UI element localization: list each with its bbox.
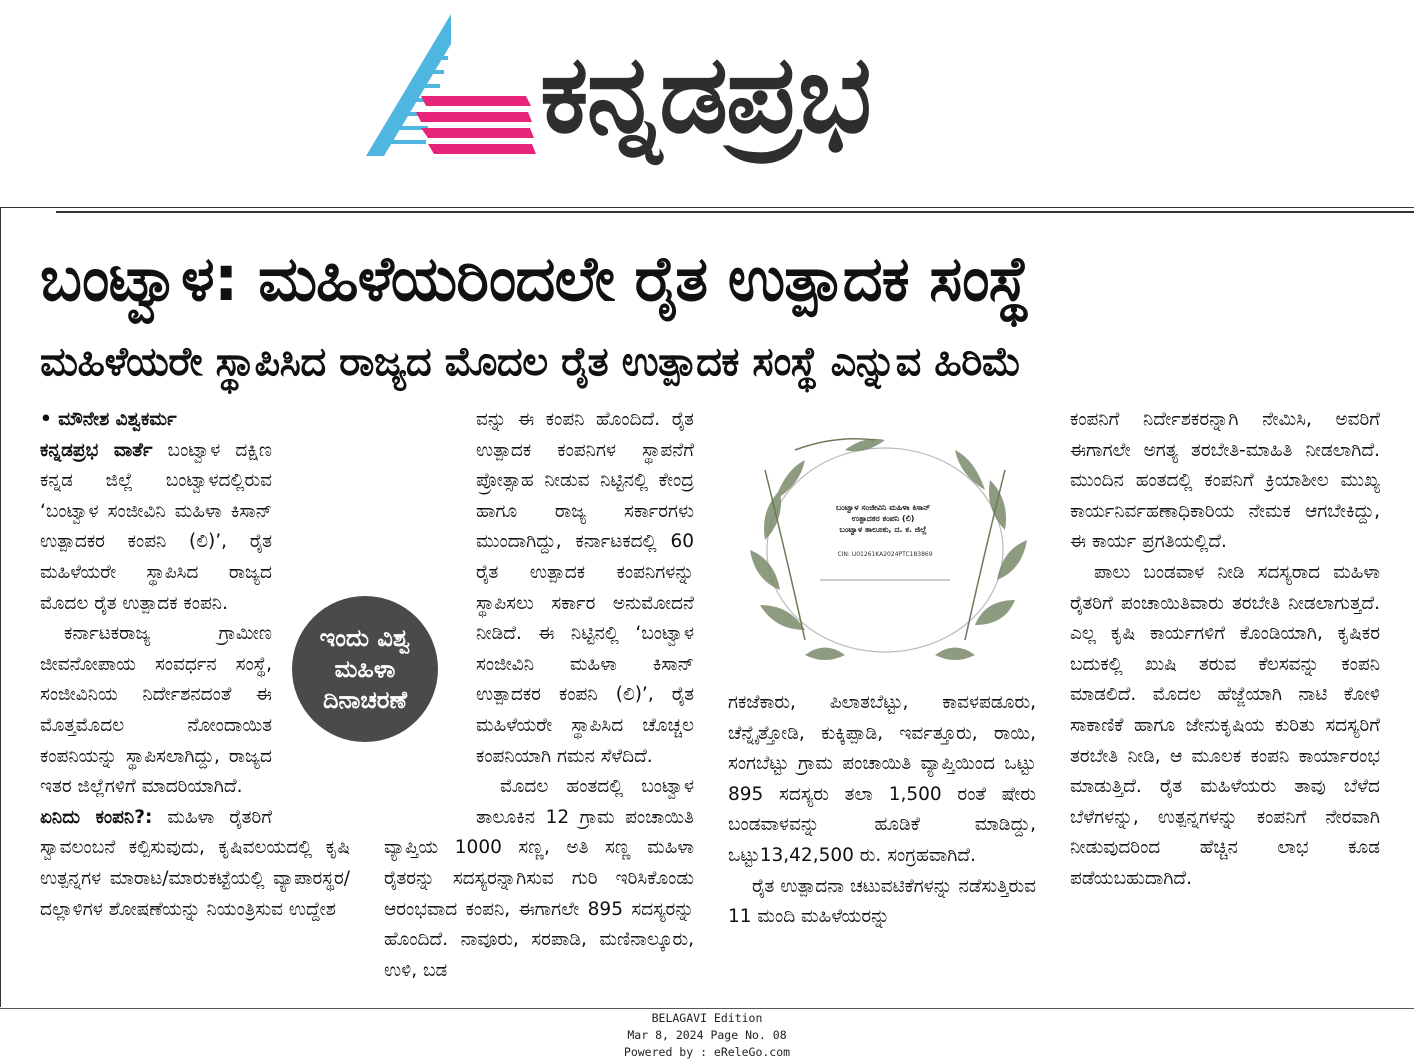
- seal-line: ಉತ್ಪಾದಕರ ಕಂಪನಿ (ಲಿ): [851, 514, 915, 523]
- company-seal-text: [808, 502, 958, 535]
- paragraph: ಕರ್ನಾಟಕರಾಜ್ಯ ಗ್ರಾಮೀಣ ಜೀವನೋಪಾಯ ಸಂವರ್ಧನ ಸಂಸ್ಥೆ, ಸಂಜೀವಿನಿಯ ನಿರ್ದೇಶನದಂತೆ ಈ ಮೊತ್ತಮೊದಲ ನೋಂದಾಯಿತ ಕಂಪನಿಯನ್ನು ಸ್ಥಾಪಿಸಲಾಗಿದ್ದು, ರಾಜ್ಯದ ಇತರ ಜಿಲ್ಲೆಗಳಿಗೆ ಮಾದರಿಯಾಗಿದೆ.: [40, 623, 272, 798]
- date-page-label: Mar 8, 2024 Page No. 08: [627, 1027, 787, 1042]
- masthead-title: ಕನ್ನಡಪ್ರಭ: [540, 32, 870, 157]
- page-footer: [0, 1010, 1414, 1060]
- masthead: [0, 0, 1414, 210]
- dateline: ಬಂಟ್ವಾಳ: [167, 439, 221, 461]
- paragraph: ಮಹಿಳಾ ರೈತರಿಗೆ ಸ್ವಾವಲಂಬನೆ ಕಲ್ಪಿಸುವುದು, ಕೃಷಿವಲಯದಲ್ಲಿ ಕೃಷಿ ಉತ್ಪನ್ನಗಳ ಮಾರಾಟ/ಮಾರುಕಟ್ಟೆಯಲ್ಲಿ ವ್ಯಾಪಾರಸ್ಥರ/ ದಲ್ಲಾಳಿಗಳ ಶೋಷಣೆಯನ್ನು ನಿಯಂತ್ರಿಸುವ ಉದ್ದೇಶ: [40, 806, 350, 920]
- company-cin: CIN: U01261KA2024PTC183869: [837, 551, 933, 558]
- paragraph: ರೈತ ಉತ್ಪಾದನಾ ಚಟುವಟಿಕೆಗಳನ್ನು ನಡೆಸುತ್ತಿರುವ 11 ಮಂದಿ ಮಹಿಳೆಯರನ್ನು: [728, 875, 1036, 928]
- article-column-3: [728, 688, 1036, 988]
- left-page-border: [0, 207, 1, 1007]
- seal-line: ಬಂಟ್ವಾಳ ತಾಲೂಕು, ದ. ಕ. ಜಿಲ್ಲೆ: [839, 525, 927, 534]
- paragraph: ವನ್ನು ಈ ಕಂಪನಿ ಹೊಂದಿದೆ. ರೈತ ಉತ್ಪಾದಕ ಕಂಪನಿಗಳ ಸ್ಥಾಪನೆಗೆ ಪ್ರೋತ್ಸಾಹ ನೀಡುವ ನಿಟ್ಟಿನಲ್ಲಿ ಕೇಂದ್ರ ಹಾಗೂ ರಾಜ್ಯ ಸರ್ಕಾರಗಳು ಮುಂದಾಗಿದ್ದು, ಕರ್ನಾಟಕದಲ್ಲಿ 60 ರೈತ ಉತ್ಪಾದಕ ಕಂಪನಿಗಳನ್ನು ಸ್ಥಾಪಿಸಲು ಸರ್ಕಾರ ಅನುಮೋದನೆ ನೀಡಿದೆ. ಈ ನಿಟ್ಟಿನಲ್ಲಿ ‘ಬಂಟ್ವಾಳ ಸಂಜೀವಿನಿ ಮಹಿಳಾ ಕಿಸಾನ್ ಉತ್ಪಾದಕರ ಕಂಪನಿ (ಲಿ)’, ರೈತ ಮಹಿಳೆಯರೇ ಸ್ಥಾಪಿಸಿದ ಚೊಚ್ಚಲ ಕಂಪನಿಯಾಗಿ ಗಮನ ಸೆಳೆದಿದೆ.: [476, 409, 694, 767]
- article-column-4: [1070, 405, 1380, 995]
- badge-line: ದಿನಾಚರಣೆ: [323, 685, 407, 714]
- edition-label: BELAGAVI Edition: [651, 1011, 763, 1025]
- paragraph: ಮೊದಲ ಹಂತದಲ್ಲಿ ಬಂಟ್ವಾಳ ತಾಲೂಕಿನ 12 ಗ್ರಾಮ ಪಂಚಾಯಿತಿ ವ್ಯಾಪ್ತಿಯ 1000 ಸಣ್ಣ, ಅತಿ ಸಣ್ಣ ಮಹಿಳಾ ರೈತರನ್ನು ಸದಸ್ಯರನ್ನಾಗಿಸುವ ಗುರಿ ಇರಿಸಿಕೊಂಡು ಆರಂಭವಾದ ಕಂಪನಿ, ಈಗಾಗಲೇ 895 ಸದಸ್ಯರನ್ನು ಹೊಂದಿದೆ. ನಾವೂರು, ಸರಪಾಡಿ, ಮಣಿನಾಲ್ಕೂರು, ಉಳಿ, ಬಡ: [384, 776, 694, 981]
- powered-by-label: Powered by : eReleGo.com: [623, 1044, 791, 1059]
- seal-line: ಬಂಟ್ವಾಳ ಸಂಜೀವಿನಿ ಮಹಿಳಾ ಕಿಸಾನ್: [835, 503, 931, 512]
- paragraph: ದಕ್ಷಿಣ ಕನ್ನಡ ಜಿಲ್ಲೆ ಬಂಟ್ವಾಳದಲ್ಲಿರುವ ‘ಬಂಟ್ವಾಳ ಸಂಜೀವಿನಿ ಮಹಿಳಾ ಕಿಸಾನ್ ಉತ್ಪಾದಕರ ಕಂಪನಿ (ಲಿ)’, ರೈತ ಮಹಿಳೆಯರೇ ಸ್ಥಾಪಿಸಿದ ರಾಜ್ಯದ ಮೊದಲ ರೈತ ಉತ್ಪಾದಕ ಕಂಪನಿ.: [40, 439, 272, 614]
- section-subheading: ಏನಿದು ಕಂಪನಿ?:: [40, 806, 153, 828]
- author-byline: • ಮೌನೇಶ ವಿಶ್ವಕರ್ಮ: [40, 409, 177, 430]
- article-column-2: [384, 405, 694, 990]
- kannadaprabha-logo-icon: [366, 14, 536, 159]
- paragraph: ಕಂಪನಿಗೆ ನಿರ್ದೇಶಕರನ್ನಾಗಿ ನೇಮಿಸಿ, ಅವರಿಗೆ ಈಗಾಗಲೇ ಅಗತ್ಯ ತರಬೇತಿ-ಮಾಹಿತಿ ನೀಡಲಾಗಿದೆ. ಮುಂದಿನ ಹಂತದಲ್ಲಿ ಕಂಪನಿಗೆ ಕ್ರಿಯಾಶೀಲ ಮುಖ್ಯ ಕಾರ್ಯನಿರ್ವಹಣಾಧಿಕಾರಿಯ ನೇಮಕ ಆಗಬೇಕಿದ್ದು, ಈ ಕಾರ್ಯ ಪ್ರಗತಿಯಲ್ಲಿದೆ.: [1070, 409, 1380, 553]
- masthead-rule-bottom: [56, 211, 1414, 213]
- badge-line: ಇಂದು ವಿಶ್ವ: [319, 623, 411, 652]
- paragraph: ಗಕಜೆಕಾರು, ಪಿಲಾತಬೆಟ್ಟು, ಕಾವಳಪಡೂರು, ಚೆನ್ನೈತ್ತೋಡಿ, ಕುಕ್ಕಿಪ್ಪಾಡಿ, ಇರ್ವತ್ತೂರು, ರಾಯಿ, ಸಂಗಬೆಟ್ಟು ಗ್ರಾಮ ಪಂಚಾಯಿತಿ ವ್ಯಾಪ್ತಿಯಿಂದ ಒಟ್ಟು 895 ಸದಸ್ಯರು ತಲಾ 1,500 ರಂತೆ ಷೇರು ಬಂಡವಾಳವನ್ನು ಹೂಡಿಕೆ ಮಾಡಿದ್ದು, ಒಟ್ಟು13,42,500 ರು. ಸಂಗ್ರಹವಾಗಿದೆ.: [728, 692, 1036, 866]
- agency-credit: ಕನ್ನಡಪ್ರಭ ವಾರ್ತೆ: [40, 439, 153, 461]
- paragraph: ಪಾಲು ಬಂಡವಾಳ ನೀಡಿ ಸದಸ್ಯರಾದ ಮಹಿಳಾ ರೈತರಿಗೆ ಪಂಚಾಯಿತಿವಾರು ತರಬೇತಿ ನೀಡಲಾಗುತ್ತದೆ. ಎಲ್ಲ ಕೃಷಿ ಕಾರ್ಯಗಳಿಗೆ ಕೊಂಡಿಯಾಗಿ, ಕೃಷಿಕರ ಬದುಕಲ್ಲಿ ಖುಷಿ ತರುವ ಕೆಲಸವನ್ನು ಕಂಪನಿ ಮಾಡಲಿದೆ. ಮೊದಲ ಹೆಜ್ಜೆಯಾಗಿ ನಾಟಿ ಕೋಳಿ ಸಾಕಾಣಿಕೆ ಹಾಗೂ ಜೇನುಕೃಷಿಯ ಕುರಿತು ಸದಸ್ಯರಿಗೆ ತರಬೇತಿ ನೀಡಿ, ಆ ಮೂಲಕ ಕಂಪನಿ ಕಾರ್ಯಾರಂಭ ಮಾಡುತ್ತಿದೆ. ರೈತ ಮಹಿಳೆಯರು ತಾವು ಬೆಳೆದ ಬೆಳೆಗಳನ್ನು, ಉತ್ಪನ್ನಗಳನ್ನು ಕಂಪನಿಗೆ ನೇರವಾಗಿ ನೀಡುವುದರಿಂದ ಹೆಚ್ಚಿನ ಲಾಭ ಕೂಡ ಪಡೆಯಬಹುದಾಗಿದೆ.: [1070, 561, 1380, 889]
- article-subheadline: ಮಹಿಳೆಯರೇ ಸ್ಥಾಪಿಸಿದ ರಾಜ್ಯದ ಮೊದಲ ರೈತ ಉತ್ಪಾದಕ ಸಂಸ್ಥೆ ಎನ್ನುವ ಹಿರಿಮೆ: [40, 339, 1021, 385]
- article-headline: ಬಂಟ್ವಾಳ: ಮಹಿಳೆಯರಿಂದಲೇ ರೈತ ಉತ್ಪಾದಕ ಸಂಸ್ಥೆ: [40, 242, 1030, 315]
- masthead-rule-top: [0, 207, 1414, 208]
- footer-rule: [0, 1008, 1414, 1009]
- badge-line: ಮಹಿಳಾ: [334, 654, 396, 683]
